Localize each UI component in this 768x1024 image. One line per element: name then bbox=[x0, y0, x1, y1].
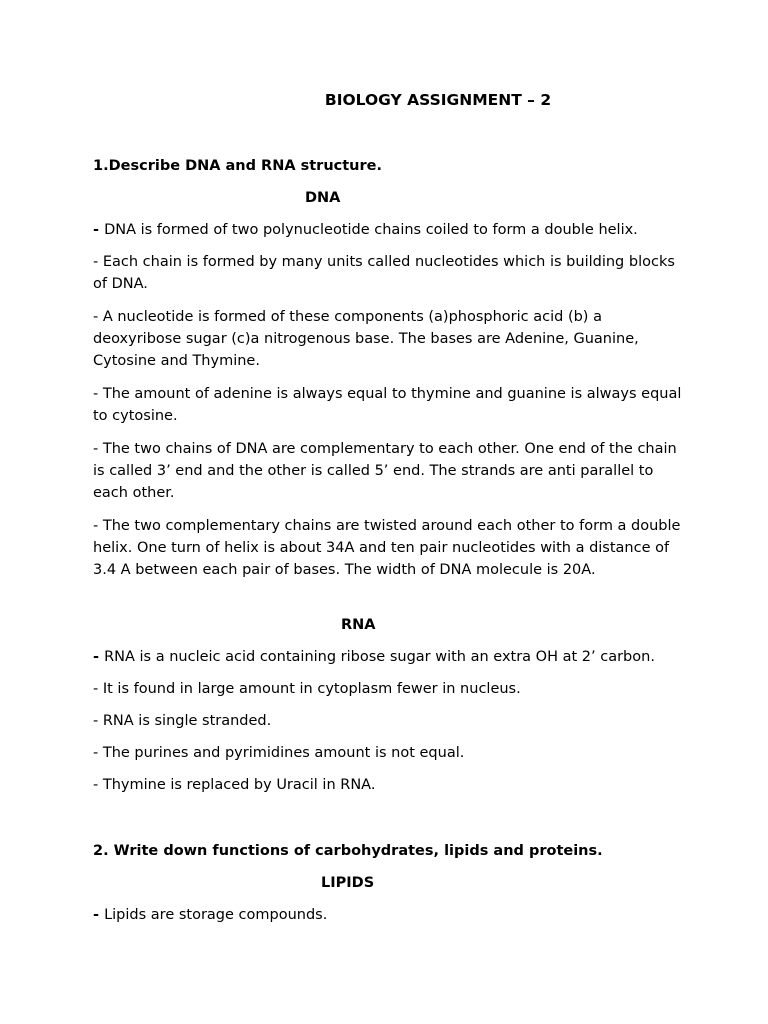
bullet-dash: - bbox=[93, 441, 103, 457]
rna-point-text: Thymine is replaced by Uracil in RNA. bbox=[102, 777, 376, 793]
bullet-dash: - bbox=[93, 649, 105, 665]
bullet-dash: - bbox=[93, 907, 105, 923]
dna-point bbox=[93, 219, 683, 241]
bullet-dash: - bbox=[93, 713, 103, 729]
document-title: BIOLOGY ASSIGNMENT – 2 bbox=[324, 91, 552, 109]
rna-point-text: RNA is single stranded. bbox=[102, 713, 272, 729]
dna-point-text: DNA is formed of two polynucleotide chains coiled to form a double helix. bbox=[104, 222, 638, 238]
lipids-heading: LIPIDS bbox=[321, 875, 375, 891]
bullet-dash: - bbox=[93, 681, 103, 697]
rna-point-text: RNA is a nucleic acid containing ribose sugar with an extra OH at 2’ carbon. bbox=[104, 649, 655, 665]
rna-point bbox=[93, 742, 683, 764]
bullet-dash: - bbox=[93, 518, 103, 534]
bullet-dash: - bbox=[93, 777, 103, 793]
rna-point bbox=[93, 678, 683, 700]
rna-point bbox=[93, 646, 683, 668]
dna-point-text: The amount of adenine is always equal to thymine and guanine is always equal to cytosine. bbox=[93, 386, 682, 424]
dna-heading: DNA bbox=[305, 190, 341, 206]
dna-point-text: The two chains of DNA are complementary to each other. One end of the chain is called 3’ end and the other is called 5’ end. The strands are anti parallel to each other. bbox=[93, 441, 677, 501]
dna-point bbox=[93, 306, 683, 372]
dna-point bbox=[93, 251, 683, 295]
rna-point-text: It is found in large amount in cytoplasm fewer in nucleus. bbox=[102, 681, 521, 697]
dna-point bbox=[93, 383, 683, 427]
question-1: 1.Describe DNA and RNA structure. bbox=[93, 158, 383, 174]
dna-point bbox=[93, 515, 683, 581]
bullet-dash: - bbox=[93, 222, 105, 238]
bullet-dash: - bbox=[93, 745, 103, 761]
dna-point bbox=[93, 438, 683, 504]
bullet-dash: - bbox=[93, 254, 103, 270]
rna-point bbox=[93, 774, 683, 796]
dna-point-text: The two complementary chains are twisted around each other to form a double helix. One turn of helix is about 34A and ten pair nucleotides with a distance of 3.4 A between each pair of bases. The width of DNA molecule is 20A. bbox=[93, 518, 681, 578]
question-2: 2. Write down functions of carbohydrates, lipids and proteins. bbox=[93, 843, 603, 859]
lipids-point-text: Lipids are storage compounds. bbox=[104, 907, 328, 923]
dna-point-text: A nucleotide is formed of these components (a)phosphoric acid (b) a deoxyribose sugar (c)a nitrogenous base. The bases are Adenine, Guanine, Cytosine and Thymine. bbox=[93, 309, 639, 369]
rna-heading: RNA bbox=[341, 617, 376, 633]
dna-point-text: Each chain is formed by many units called nucleotides which is building blocks of DNA. bbox=[93, 254, 675, 292]
bullet-dash: - bbox=[93, 386, 103, 402]
bullet-dash: - bbox=[93, 309, 103, 325]
rna-point bbox=[93, 710, 683, 732]
rna-point-text: The purines and pyrimidines amount is not equal. bbox=[102, 745, 465, 761]
lipids-point bbox=[93, 904, 683, 926]
